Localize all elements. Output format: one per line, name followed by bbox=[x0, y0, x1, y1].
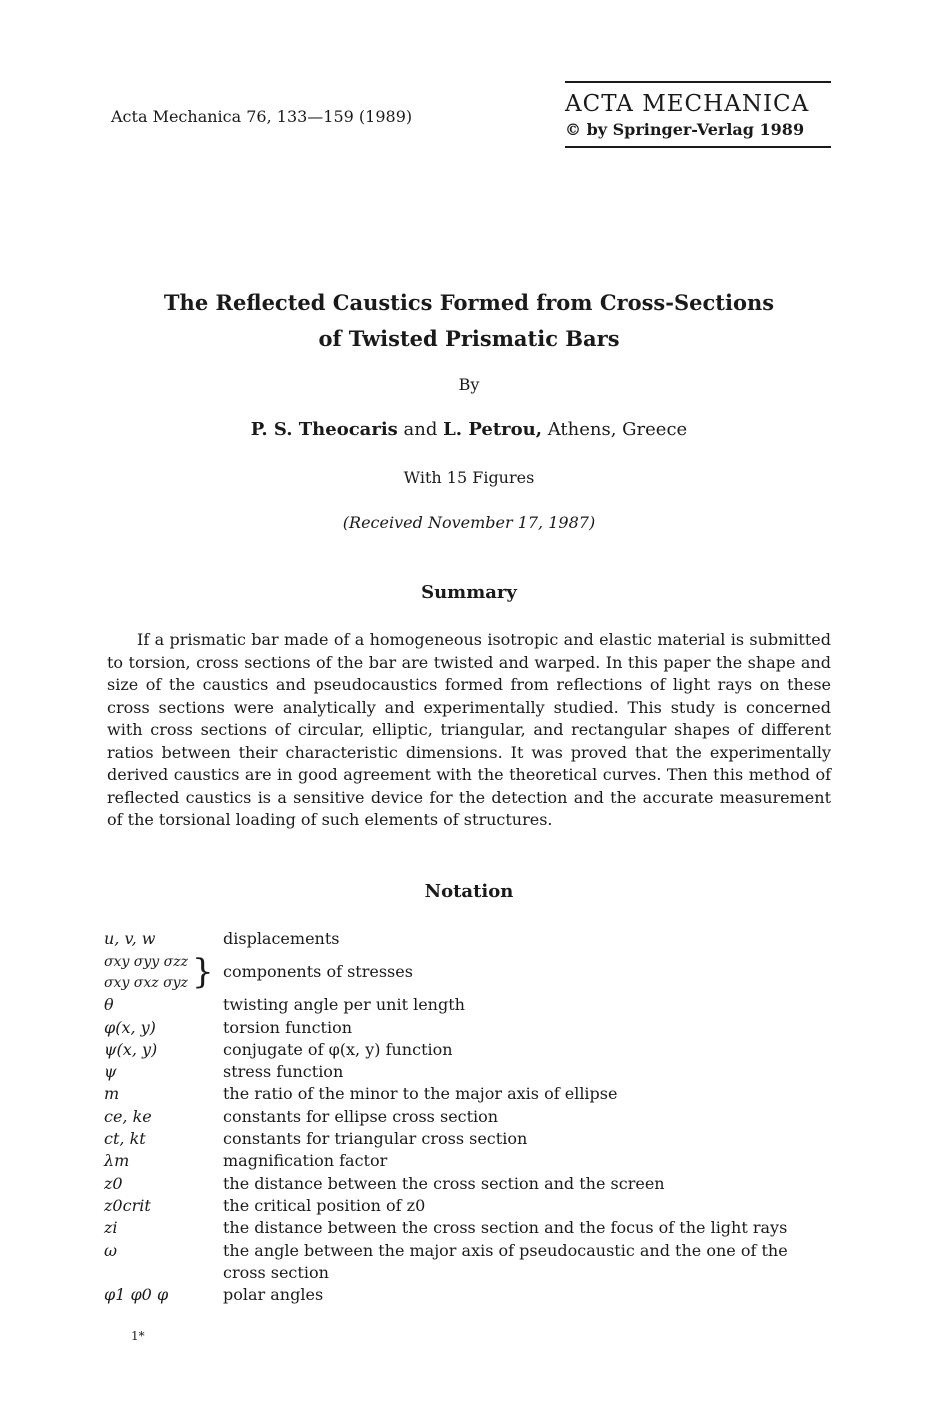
title-line-1: The Reflected Caustics Formed from Cross-Sections bbox=[163, 290, 775, 315]
author-conjunction: and bbox=[403, 419, 438, 440]
stress-symbols-line-1: σxy σyy σzz bbox=[104, 954, 188, 971]
title-line-2: of Twisted Prismatic Bars bbox=[318, 326, 620, 351]
copyright-notice: © by Springer-Verlag 1989 bbox=[565, 120, 805, 139]
notation-symbol: zi bbox=[104, 1218, 118, 1238]
notation-row bbox=[104, 1240, 834, 1285]
notation-row bbox=[104, 1173, 834, 1195]
page-number: 1* bbox=[131, 1329, 145, 1343]
notation-description: the ratio of the minor to the major axis of ellipse bbox=[223, 1084, 618, 1104]
stress-symbols bbox=[104, 950, 223, 994]
notation-description: components of stresses bbox=[223, 962, 413, 982]
authors-line bbox=[0, 419, 938, 440]
notation-description: magnification factor bbox=[223, 1151, 388, 1171]
notation-description: constants for triangular cross section bbox=[223, 1129, 528, 1149]
notation-symbol: φ1 φ0 φ bbox=[104, 1285, 169, 1305]
notation-heading: Notation bbox=[424, 881, 514, 902]
notation-row bbox=[104, 994, 834, 1016]
notation-row bbox=[104, 1106, 834, 1128]
right-brace-icon: } bbox=[191, 952, 214, 993]
notation-symbol: ψ bbox=[104, 1062, 117, 1082]
notation-row bbox=[104, 1195, 834, 1217]
notation-symbol: m bbox=[104, 1084, 120, 1104]
received-date: (Received November 17, 1987) bbox=[342, 513, 596, 532]
paper-title bbox=[0, 285, 938, 357]
notation-symbol: λm bbox=[104, 1151, 130, 1171]
notation-row bbox=[104, 1039, 834, 1061]
notation-row bbox=[104, 1284, 834, 1306]
author-location: Athens, Greece bbox=[547, 419, 688, 440]
notation-row-stresses bbox=[104, 950, 834, 994]
notation-symbol: θ bbox=[104, 995, 114, 1015]
journal-citation: Acta Mechanica 76, 133—159 (1989) bbox=[111, 107, 413, 126]
notation-row bbox=[104, 1128, 834, 1150]
notation-symbol: ce, ke bbox=[104, 1106, 152, 1126]
notation-description: the distance between the cross section and the focus of the light rays bbox=[223, 1218, 788, 1238]
author-2: L. Petrou, bbox=[443, 419, 542, 440]
by-line: By bbox=[458, 375, 480, 394]
summary-text: If a prismatic bar made of a homogeneous isotropic and elastic material is submitted to torsion, cross sections of the bar are twisted and warped. In this paper the shape and size of the caustics and pseudocaustics formed from reflections of light rays on these cross sections were analytically and experimentally studied. This study is concerned with cross sections of circular, elliptic, triangular, and rectangular shapes of different ratios between their characteristic dimensions. It was proved that the experimentally derived caustics are in good agreement with the theoretical curves. Then this method of reflected caustics is a sensitive device for the detection and the accurate measurement of the torsional loading of such elements of structures. bbox=[107, 630, 831, 829]
notation-symbol: ct, kt bbox=[104, 1129, 146, 1149]
notation-row bbox=[104, 1083, 834, 1105]
notation-description: twisting angle per unit length bbox=[223, 995, 465, 1015]
notation-row bbox=[104, 1017, 834, 1039]
notation-row bbox=[104, 1061, 834, 1083]
notation-description: constants for ellipse cross section bbox=[223, 1106, 499, 1126]
journal-masthead bbox=[565, 81, 831, 148]
notation-description: polar angles bbox=[223, 1285, 324, 1305]
summary-heading: Summary bbox=[421, 582, 517, 603]
notation-symbol: ψ(x, y) bbox=[104, 1039, 158, 1059]
notation-symbol: φ(x, y) bbox=[104, 1017, 156, 1037]
notation-row bbox=[104, 1217, 834, 1239]
notation-row bbox=[104, 928, 834, 950]
notation-description: the angle between the major axis of pseudocaustic and the one of the cross section bbox=[223, 1240, 788, 1282]
journal-name: ACTA MECHANICA bbox=[565, 91, 810, 117]
notation-symbol: u, v, w bbox=[104, 929, 156, 948]
notation-symbol: z0crit bbox=[104, 1195, 151, 1215]
notation-description: displacements bbox=[223, 929, 340, 948]
notation-description: the critical position of z0 bbox=[223, 1195, 426, 1215]
figures-note: With 15 Figures bbox=[403, 468, 535, 487]
author-1: P. S. Theocaris bbox=[250, 419, 398, 440]
notation-description: conjugate of φ(x, y) function bbox=[223, 1039, 453, 1059]
notation-symbol: z0 bbox=[104, 1173, 123, 1193]
notation-symbol: ω bbox=[104, 1240, 118, 1260]
notation-table bbox=[104, 928, 834, 1306]
stress-symbols-line-2: σxy σxz σyz bbox=[104, 975, 188, 992]
notation-description: torsion function bbox=[223, 1017, 353, 1037]
notation-row bbox=[104, 1150, 834, 1172]
notation-description: stress function bbox=[223, 1062, 344, 1082]
notation-description: the distance between the cross section and the screen bbox=[223, 1173, 665, 1193]
